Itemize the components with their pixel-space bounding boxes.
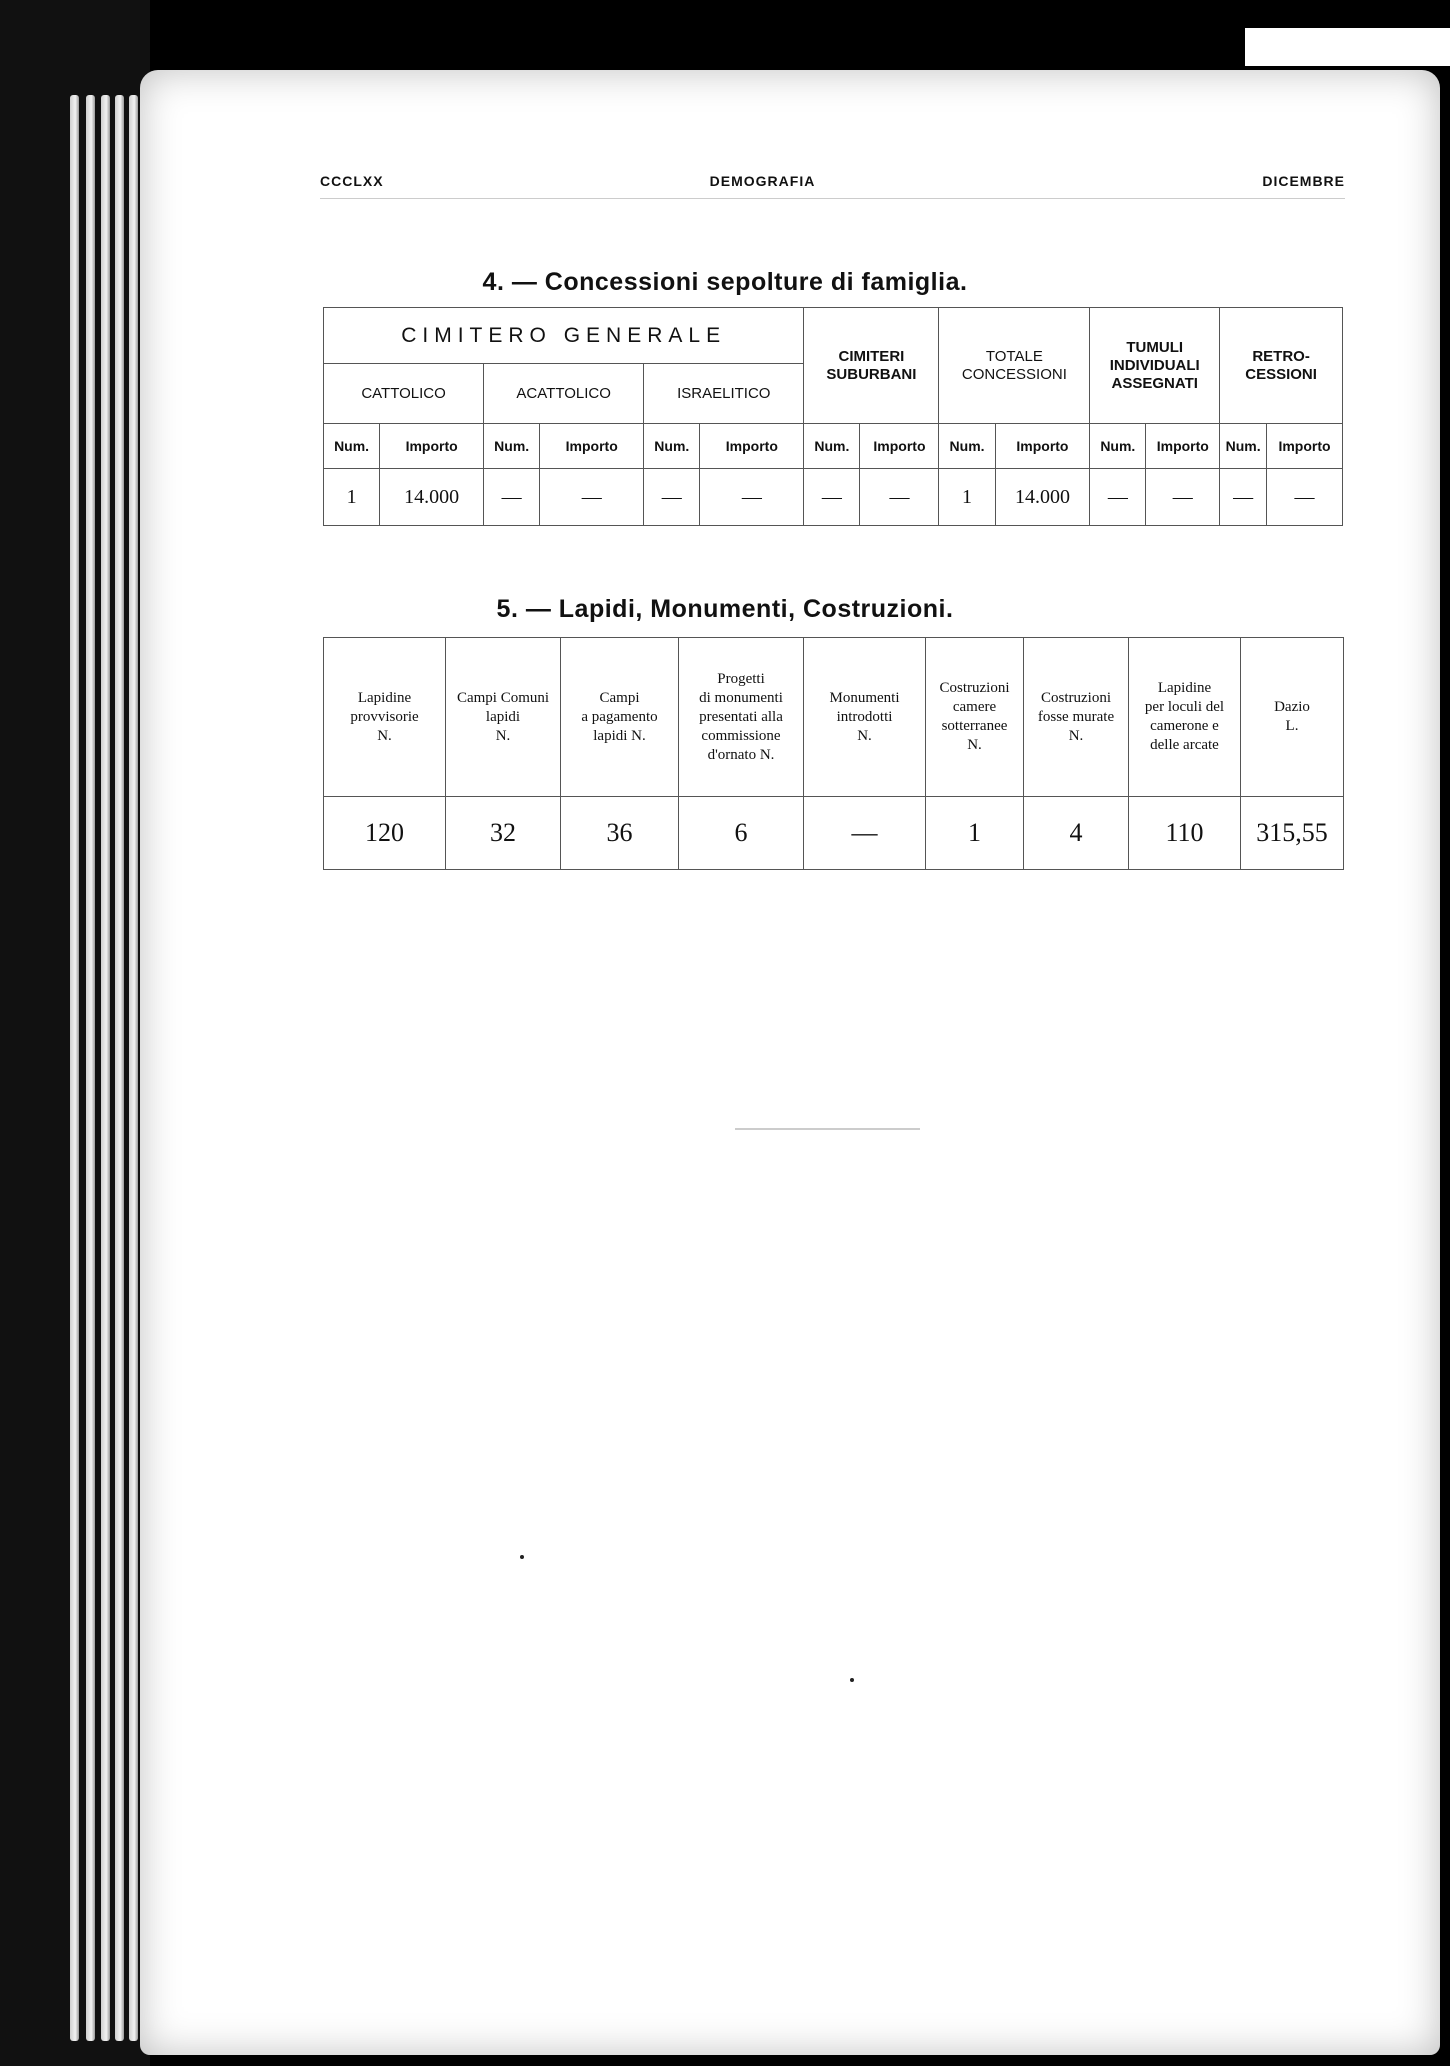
table-cell: — [540, 469, 644, 526]
header-line: SUBURBANI [826, 365, 917, 383]
header-line: commissione [701, 727, 781, 744]
progetti-header [679, 638, 804, 797]
num-column-header: Num. [804, 424, 860, 469]
header-line: lapidi N. [593, 727, 646, 744]
cimitero-generale-header: CIMITERO GENERALE [324, 308, 804, 364]
table-cell: 36 [561, 797, 679, 870]
lapidine-loculi-header [1129, 638, 1241, 797]
speck [520, 1555, 524, 1559]
num-column-header: Num. [939, 424, 995, 469]
table-cell: — [1146, 469, 1220, 526]
table-cell: 1 [939, 469, 995, 526]
speck [850, 1678, 854, 1682]
header-line: RETRO- [1252, 347, 1310, 365]
header-rule [320, 198, 1345, 199]
page-number: CCCLXX [320, 173, 384, 189]
tumuli-header [1090, 308, 1220, 424]
importo-column-header: Importo [1146, 424, 1220, 469]
header-section: DEMOGRAFIA [709, 173, 816, 189]
table-cell: — [644, 469, 700, 526]
header-line: Monumenti [829, 689, 900, 706]
table-cell: — [804, 797, 926, 870]
page-leaf [86, 95, 95, 2041]
faint-rule [735, 1128, 920, 1130]
table-cell: — [700, 469, 804, 526]
costruzioni-fosse-header [1024, 638, 1129, 797]
page-leaf [70, 95, 79, 2041]
header-line: a pagamento [581, 708, 658, 725]
table-cell: 315,55 [1241, 797, 1344, 870]
monumenti-header [804, 638, 926, 797]
header-line: TOTALE [985, 347, 1043, 365]
cimiteri-suburbani-header [804, 308, 939, 424]
book-page-edges [0, 0, 150, 2066]
table-cell: 14.000 [995, 469, 1090, 526]
page-leaf [115, 95, 124, 2041]
running-header [180, 173, 1345, 195]
concessioni-table [323, 307, 1343, 526]
campi-comuni-header [446, 638, 561, 797]
header-line: di monumenti [699, 689, 783, 706]
table-cell: 1 [324, 469, 380, 526]
header-line: N. [857, 727, 872, 744]
lapidine-provvisorie-header [324, 638, 446, 797]
header-line: CONCESSIONI [961, 365, 1067, 383]
header-month: DICEMBRE [1262, 173, 1345, 189]
table-row [324, 797, 1344, 870]
table-cell: 32 [446, 797, 561, 870]
table-cell: — [804, 469, 860, 526]
table-cell: 120 [324, 797, 446, 870]
retrocessioni-header [1220, 308, 1343, 424]
header-line: N. [377, 727, 392, 744]
header-line: Progetti [717, 670, 765, 687]
table-cell: — [1090, 469, 1146, 526]
cattolico-header: CATTOLICO [324, 364, 484, 424]
table-cell: 1 [926, 797, 1024, 870]
table-cell: 6 [679, 797, 804, 870]
table-row [324, 469, 1343, 526]
table-cell: — [860, 469, 939, 526]
totale-concessioni-header [939, 308, 1090, 424]
importo-column-header: Importo [860, 424, 939, 469]
header-line: N. [967, 737, 982, 753]
header-line: presentati alla [699, 708, 783, 725]
header-line: N. [495, 727, 511, 744]
table-cell: 4 [1024, 797, 1129, 870]
header-line: TUMULI [1126, 338, 1184, 356]
header-line: introdotti [836, 708, 893, 725]
header-line: CIMITERI [838, 347, 905, 365]
num-column-header: Num. [324, 424, 380, 469]
importo-column-header: Importo [380, 424, 484, 469]
dazio-header [1241, 638, 1344, 797]
header-line: camere [952, 699, 997, 715]
header-line: delle arcate [1150, 737, 1219, 753]
table-cell: 110 [1129, 797, 1241, 870]
num-column-header: Num. [1220, 424, 1267, 469]
header-line: fosse murate [1037, 708, 1115, 725]
campi-pagamento-header [561, 638, 679, 797]
costruzioni-camere-header [926, 638, 1024, 797]
importo-column-header: Importo [1266, 424, 1342, 469]
section-4-title: 4. — Concessioni sepolture di famiglia. [482, 268, 968, 296]
num-column-header: Num. [1090, 424, 1146, 469]
page-leaf [129, 95, 138, 2041]
header-line: ASSEGNATI [1111, 374, 1198, 392]
table-cell: — [1220, 469, 1267, 526]
table-cell: — [484, 469, 540, 526]
header-line: L. [1285, 718, 1299, 734]
table-cell: 14.000 [380, 469, 484, 526]
table-cell: — [1266, 469, 1342, 526]
header-line: per loculi del [1144, 699, 1225, 715]
num-column-header: Num. [644, 424, 700, 469]
importo-column-header: Importo [700, 424, 804, 469]
background-strip [1245, 28, 1450, 66]
header-line: Lapidine [1157, 680, 1212, 696]
header-line: lapidi [485, 708, 521, 725]
page-leaf [101, 95, 110, 2041]
header-line: Campi Comuni [456, 689, 550, 706]
num-column-header: Num. [484, 424, 540, 469]
header-line: Dazio [1274, 699, 1310, 715]
header-line: d'ornato N. [707, 746, 775, 763]
importo-column-header: Importo [995, 424, 1090, 469]
header-line: camerone e [1150, 718, 1219, 734]
header-line: Campi [599, 689, 640, 706]
header-line: Lapidine [357, 689, 412, 706]
header-line: provvisorie [350, 708, 419, 725]
lapidi-table [323, 637, 1344, 870]
header-line: Costruzioni [1041, 689, 1111, 706]
header-line: N. [1068, 727, 1084, 744]
acattolico-header: ACATTOLICO [484, 364, 644, 424]
header-line: sotterranee [941, 718, 1008, 734]
section-5-title: 5. — Lapidi, Monumenti, Costruzioni. [496, 595, 954, 623]
israelitico-header: ISRAELITICO [644, 364, 804, 424]
header-line: Costruzioni [939, 680, 1010, 696]
importo-column-header: Importo [540, 424, 644, 469]
header-line: INDIVIDUALI [1109, 356, 1200, 374]
header-line: CESSIONI [1245, 365, 1317, 383]
